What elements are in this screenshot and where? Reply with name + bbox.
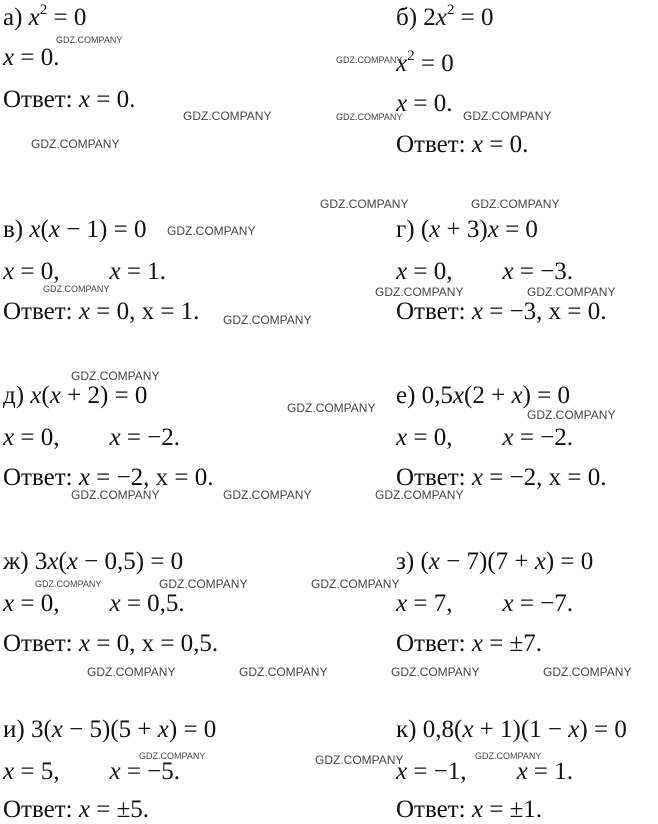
watermark: GDZ.COMPANY — [336, 55, 403, 65]
task-i-answer: Ответ: x = ±5. — [3, 796, 150, 823]
task-g-solution: x = 0, x = −3. — [396, 258, 574, 285]
watermark: GDZ.COMPANY — [471, 197, 560, 211]
task-i-solution: x = 5, x = −5. — [3, 758, 181, 785]
watermark: GDZ.COMPANY — [71, 488, 160, 502]
watermark: GDZ.COMPANY — [56, 35, 123, 45]
task-a-answer: Ответ: x = 0. — [3, 86, 136, 113]
task-b-equation: б) $2x^2 = 0$ — [396, 1, 494, 31]
watermark: GDZ.COMPANY — [375, 285, 464, 299]
task-g-equation: г) (x + 3)x = 0 — [396, 216, 538, 243]
task-d-equation: д) x(x + 2) = 0 — [3, 382, 148, 409]
watermark: GDZ.COMPANY — [463, 109, 552, 123]
watermark: GDZ.COMPANY — [543, 665, 632, 679]
watermark: GDZ.COMPANY — [139, 751, 206, 761]
task-zh-equation: ж) 3x(x − 0,5) = 0 — [3, 548, 184, 575]
task-z-solution: x = 7, x = −7. — [396, 590, 574, 617]
task-d-answer: Ответ: x = −2, x = 0. — [3, 464, 214, 491]
task-v-solution: x = 0, x = 1. — [3, 258, 166, 285]
task-a-solution: x = 0. — [3, 44, 60, 71]
task-z-answer: Ответ: x = ±7. — [396, 630, 543, 657]
task-b-answer: Ответ: x = 0. — [396, 131, 529, 158]
watermark: GDZ.COMPANY — [183, 109, 272, 123]
task-k-equation: к) 0,8(x + 1)(1 − x) = 0 — [396, 716, 627, 743]
task-v-equation: в) x(x − 1) = 0 — [3, 216, 147, 243]
task-b-step: $x^2 = 0$ — [396, 47, 454, 77]
watermark: GDZ.COMPANY — [223, 488, 312, 502]
watermark: GDZ.COMPANY — [31, 137, 120, 151]
task-g-answer: Ответ: x = −3, x = 0. — [396, 298, 607, 325]
watermark: GDZ.COMPANY — [336, 112, 403, 122]
watermark: GDZ.COMPANY — [159, 577, 248, 591]
watermark: GDZ.COMPANY — [35, 579, 102, 589]
task-i-equation: и) 3(x − 5)(5 + x) = 0 — [3, 716, 217, 743]
watermark: GDZ.COMPANY — [311, 577, 400, 591]
task-k-answer: Ответ: x = ±1. — [396, 796, 543, 823]
watermark: GDZ.COMPANY — [239, 665, 328, 679]
watermark: GDZ.COMPANY — [320, 197, 409, 211]
task-v-answer: Ответ: x = 0, x = 1. — [3, 298, 200, 325]
task-e-equation: е) 0,5x(2 + x) = 0 — [396, 382, 571, 409]
watermark: GDZ.COMPANY — [315, 753, 404, 767]
task-d-solution: x = 0, x = −2. — [3, 424, 181, 451]
task-zh-solution: x = 0, x = 0,5. — [3, 590, 185, 617]
watermark: GDZ.COMPANY — [391, 665, 480, 679]
watermark: GDZ.COMPANY — [375, 488, 464, 502]
task-k-solution: x = −1, x = 1. — [396, 758, 574, 785]
watermark: GDZ.COMPANY — [167, 224, 256, 238]
task-e-answer: Ответ: x = −2, x = 0. — [396, 464, 607, 491]
watermark: GDZ.COMPANY — [71, 369, 160, 383]
watermark: GDZ.COMPANY — [475, 751, 542, 761]
task-e-solution: x = 0, x = −2. — [396, 424, 574, 451]
task-b-solution: x = 0. — [396, 90, 453, 117]
watermark: GDZ.COMPANY — [43, 284, 110, 294]
watermark: GDZ.COMPANY — [287, 401, 376, 415]
watermark: GDZ.COMPANY — [87, 665, 176, 679]
watermark: GDZ.COMPANY — [527, 285, 616, 299]
watermark: GDZ.COMPANY — [223, 313, 312, 327]
watermark: GDZ.COMPANY — [527, 408, 616, 422]
task-zh-answer: Ответ: x = 0, x = 0,5. — [3, 630, 219, 657]
task-z-equation: з) (x − 7)(7 + x) = 0 — [396, 548, 594, 575]
task-a-equation: а) $x^2 = 0$ — [3, 1, 87, 31]
